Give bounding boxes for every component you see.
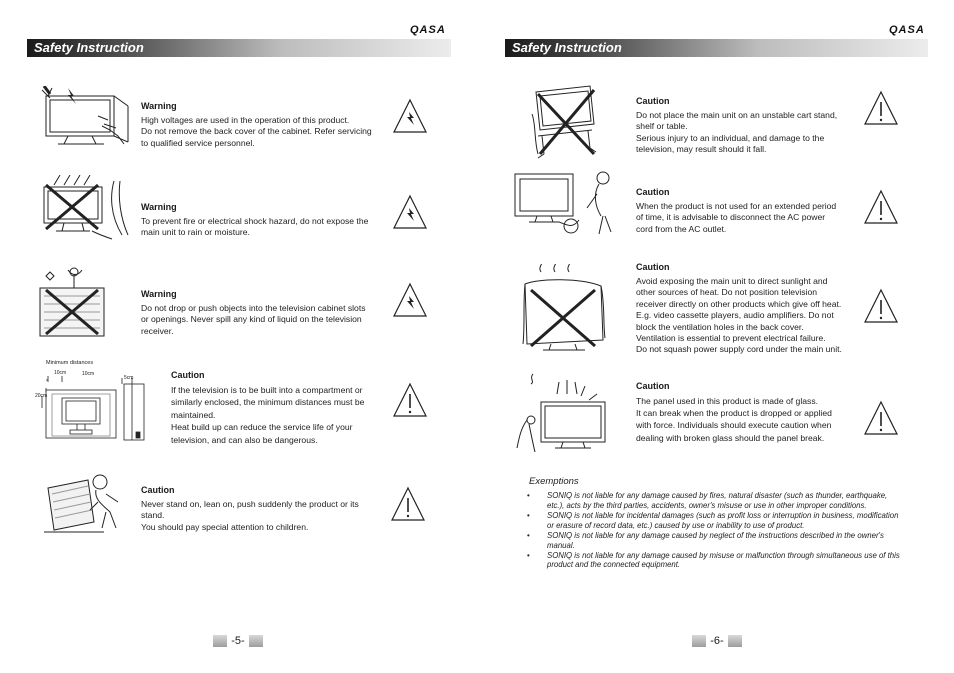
left-section-5 xyxy=(141,484,386,533)
left-section-4 xyxy=(171,369,381,446)
tv-rain-illustration xyxy=(40,175,136,245)
electric-shock-warning-icon xyxy=(392,282,428,318)
section-header-band xyxy=(27,39,451,57)
section-text: Never stand on, lean on, push suddenly the product or its stand. You should pay special attention to children. xyxy=(141,499,359,532)
section-text: The panel used in this product is made of glass. It can break when the product is dropped or applied with force. Individuals should execute caution when dealing with broken glass should the panel break. xyxy=(636,396,832,443)
page-number-text: -5- xyxy=(231,635,245,647)
section-title: Warning xyxy=(141,101,177,111)
distance-label: 20cm xyxy=(35,393,48,399)
list-item xyxy=(527,531,905,550)
distance-label: 10cm xyxy=(82,371,95,377)
section-text: Do not drop or push objects into the television cabinet slots or openings. Never spill any kind of liquid on the television receiver. xyxy=(141,303,366,336)
section-title: Caution xyxy=(171,370,205,380)
caution-warning-icon xyxy=(863,288,899,324)
tv-objects-liquid-illustration xyxy=(38,266,136,342)
section-text: To prevent fire or electrical shock hazard, do not expose the main unit to rain or moisture. xyxy=(141,216,369,238)
section-header-band xyxy=(505,39,928,57)
electric-shock-warning-icon xyxy=(392,194,428,230)
section-text: High voltages are used in the operation of this product. Do not remove the back cover of the cabinet. Refer servicing to qualified service personnel. xyxy=(141,115,372,148)
caution-warning-icon xyxy=(863,400,899,436)
brand-logo: QASA xyxy=(410,24,446,36)
exemption-text: SONIQ is not liable for any damage caused by misuse or malfunction through simultaneous use of this product and the connected equipment. xyxy=(547,550,900,570)
tv-heat-illustration xyxy=(521,264,607,356)
distance-label: 5cm xyxy=(124,375,134,381)
page-number-bar xyxy=(213,635,227,647)
section-title: Warning xyxy=(141,202,177,212)
right-section-3 xyxy=(636,261,864,356)
page-right xyxy=(477,0,954,673)
exemptions-title: Exemptions xyxy=(529,476,579,487)
compartment-diagram-lines xyxy=(32,368,152,444)
section-header-title: Safety Instruction xyxy=(512,40,622,55)
bullet-icon: • xyxy=(527,491,530,500)
list-item xyxy=(527,491,905,510)
tv-unplug-illustration xyxy=(513,170,613,242)
page-number-text: -6- xyxy=(710,635,724,647)
electric-shock-warning-icon xyxy=(392,98,428,134)
left-section-2 xyxy=(141,201,386,239)
exemptions-list xyxy=(527,491,905,571)
list-item xyxy=(527,551,905,570)
caution-warning-icon xyxy=(392,382,428,418)
right-section-4 xyxy=(636,380,864,444)
page-number xyxy=(213,635,263,647)
section-title: Caution xyxy=(141,485,175,495)
section-title: Warning xyxy=(141,289,177,299)
section-text: When the product is not used for an extended period of time, it is advisable to disconnect the AC power cord from the AC outlet. xyxy=(636,201,837,234)
right-section-1 xyxy=(636,95,861,156)
section-title: Caution xyxy=(636,96,670,106)
tv-high-voltage-illustration xyxy=(38,86,134,148)
section-title: Caution xyxy=(636,381,670,391)
tv-broken-glass-illustration xyxy=(513,372,615,462)
left-section-3 xyxy=(141,288,386,337)
caution-warning-icon xyxy=(863,90,899,126)
page-number xyxy=(692,635,742,647)
distance-label: 10cm xyxy=(54,370,67,376)
section-title: Caution xyxy=(636,187,670,197)
caution-warning-icon xyxy=(390,486,426,522)
child-climbing-tv-illustration xyxy=(44,472,122,536)
brand-logo: QASA xyxy=(889,24,925,36)
section-text: Avoid exposing the main unit to direct sunlight and other sources of heat. Do not position television receiver directly on other products which give off heat. E.g. video cassette players, audio amplifiers. Do not block the ventilation holes in the back cover. Ventilation is essential to prevent electrical failure. Do not squash power supply cord under the main unit. xyxy=(636,276,842,355)
exemption-text: SONIQ is not liable for any damage caused by fires, natural disaster (such as thunder, earthquake, etc.), acts by the third parties, accidents, owner's misuse or use in other improper conditions. xyxy=(547,491,888,510)
exemption-text: SONIQ is not liable for any damage caused by neglect of the instructions described in the owner's manual. xyxy=(547,530,884,550)
exemption-text: SONIQ is not liable for incidental damages (such as profit loss or interruption in business, modification or erasure of record data, etc.) caused by use or inability to use of product. xyxy=(547,510,899,530)
bullet-icon: • xyxy=(527,510,530,520)
tv-unstable-cart-illustration xyxy=(530,84,602,160)
section-title: Caution xyxy=(636,262,670,272)
left-section-1 xyxy=(141,100,386,149)
page-number-bar xyxy=(728,635,742,647)
section-text: If the television is to be built into a compartment or similarly enclosed, the minimum distances must be maintained. Heat build up can reduce the service life of your television, and can also be dangerous. xyxy=(171,385,365,445)
page-number-bar xyxy=(249,635,263,647)
list-item xyxy=(527,511,905,530)
bullet-icon: • xyxy=(527,530,530,540)
page-number-bar xyxy=(692,635,706,647)
right-section-2 xyxy=(636,186,861,235)
diagram-caption: Minimum distances xyxy=(46,360,94,366)
caution-warning-icon xyxy=(863,189,899,225)
bullet-icon: • xyxy=(527,550,530,560)
section-text: Do not place the main unit on an unstable cart stand, shelf or table. Serious injury to an individual, and damage to the television, may result should it fall. xyxy=(636,110,838,155)
section-header-title: Safety Instruction xyxy=(34,40,144,55)
